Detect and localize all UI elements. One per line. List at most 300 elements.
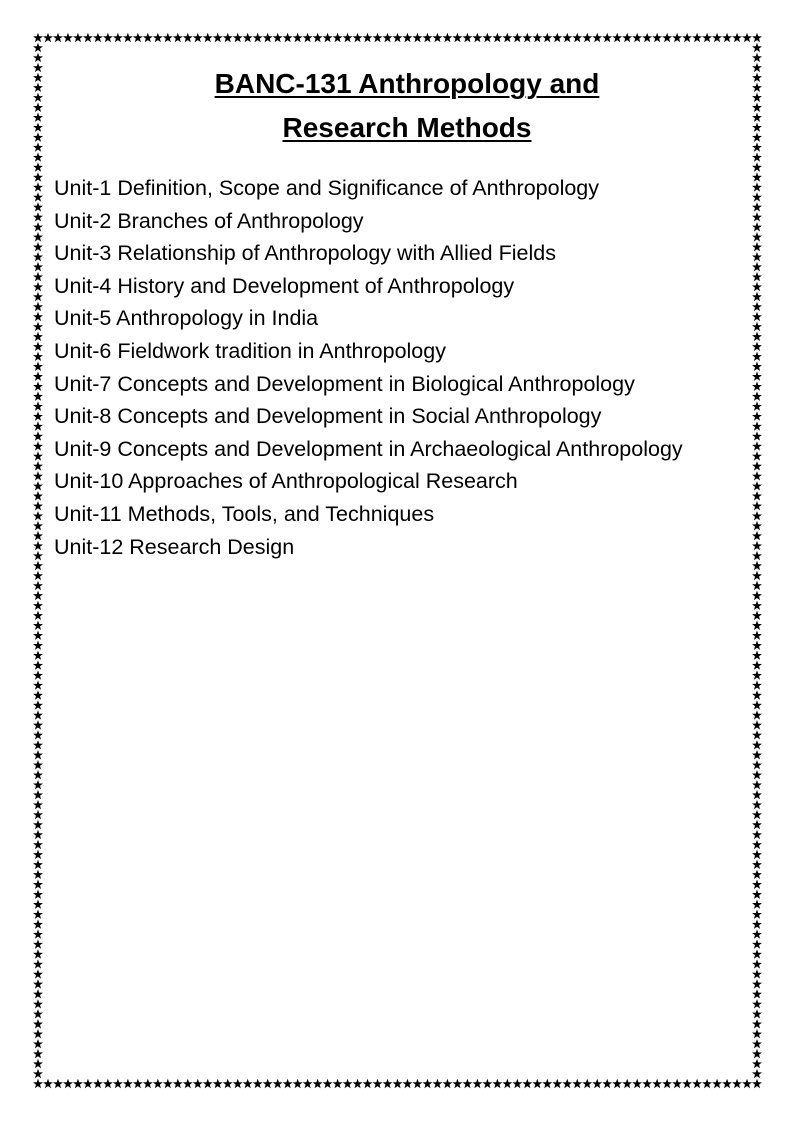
star-icon	[33, 481, 43, 490]
star-icon	[33, 33, 43, 42]
star-icon	[692, 33, 702, 42]
star-icon	[752, 1069, 762, 1078]
star-icon	[752, 222, 762, 231]
star-icon	[33, 1029, 43, 1038]
star-icon	[752, 501, 762, 510]
star-icon	[283, 33, 293, 42]
star-icon	[33, 222, 43, 231]
star-icon	[752, 650, 762, 659]
star-icon	[512, 33, 522, 42]
star-icon	[752, 511, 762, 520]
star-icon	[752, 232, 762, 241]
star-icon	[752, 939, 762, 948]
star-icon	[562, 1079, 572, 1088]
star-icon	[33, 531, 43, 540]
star-icon	[373, 1079, 383, 1088]
star-icon	[752, 401, 762, 410]
star-icon	[752, 451, 762, 460]
unit-item: Unit-5 Anthropology in India	[54, 306, 319, 331]
star-icon	[333, 1079, 343, 1088]
star-icon	[752, 431, 762, 440]
star-icon	[173, 1079, 183, 1088]
star-icon	[423, 1079, 433, 1088]
star-icon	[33, 790, 43, 799]
star-icon	[33, 760, 43, 769]
star-icon	[33, 501, 43, 510]
star-icon	[123, 33, 133, 42]
star-icon	[33, 551, 43, 560]
star-icon	[33, 919, 43, 928]
star-icon	[343, 1079, 353, 1088]
star-icon	[542, 33, 552, 42]
star-icon	[472, 33, 482, 42]
star-icon	[33, 750, 43, 759]
star-icon	[672, 1079, 682, 1088]
unit-item: Unit-11 Methods, Tools, and Techniques	[54, 501, 435, 526]
star-icon	[752, 531, 762, 540]
star-icon	[133, 33, 143, 42]
star-icon	[592, 33, 602, 42]
star-icon	[33, 53, 43, 62]
star-icon	[472, 1079, 482, 1088]
star-icon	[433, 33, 443, 42]
star-icon	[502, 1079, 512, 1088]
star-icon	[512, 1079, 522, 1088]
star-icon	[732, 1079, 742, 1088]
star-icon	[123, 1079, 133, 1088]
star-icon	[752, 212, 762, 221]
star-icon	[243, 33, 253, 42]
unit-item: Unit-6 Fieldwork tradition in Anthropology	[54, 338, 446, 363]
star-icon	[752, 909, 762, 918]
star-icon	[752, 242, 762, 251]
unit-item: Unit-4 History and Development of Anthropology	[54, 273, 515, 298]
star-icon	[752, 571, 762, 580]
star-icon	[83, 1079, 93, 1088]
star-icon	[752, 561, 762, 570]
star-icon	[33, 860, 43, 869]
star-icon	[752, 182, 762, 191]
star-icon	[33, 172, 43, 181]
star-icon	[33, 1039, 43, 1048]
star-icon	[752, 471, 762, 480]
star-icon	[33, 411, 43, 420]
star-icon	[502, 33, 512, 42]
star-icon	[722, 1079, 732, 1088]
star-icon	[33, 262, 43, 271]
star-icon	[213, 1079, 223, 1088]
star-icon	[752, 880, 762, 889]
star-icon	[33, 491, 43, 500]
star-icon	[532, 33, 542, 42]
unit-item: Unit-10 Approaches of Anthropological Research	[54, 469, 518, 494]
star-icon	[752, 730, 762, 739]
star-icon	[183, 33, 193, 42]
star-icon	[462, 1079, 472, 1088]
star-icon	[752, 820, 762, 829]
star-icon	[33, 302, 43, 311]
star-icon	[103, 33, 113, 42]
star-icon	[33, 342, 43, 351]
star-icon	[752, 850, 762, 859]
star-icon	[702, 1079, 712, 1088]
star-icon	[522, 33, 532, 42]
star-icon	[33, 1019, 43, 1028]
star-icon	[752, 830, 762, 839]
star-icon	[53, 1079, 63, 1088]
star-icon	[73, 33, 83, 42]
star-icon	[662, 1079, 672, 1088]
star-icon	[273, 1079, 283, 1088]
star-icon	[752, 162, 762, 171]
star-icon	[233, 33, 243, 42]
star-icon	[433, 1079, 443, 1088]
star-icon	[33, 840, 43, 849]
star-icon	[752, 740, 762, 749]
page-title-line-2: Research Methods	[282, 112, 532, 143]
star-icon	[63, 33, 73, 42]
star-icon	[752, 969, 762, 978]
star-icon	[33, 909, 43, 918]
star-icon	[752, 870, 762, 879]
star-icon	[752, 899, 762, 908]
star-icon	[752, 322, 762, 331]
star-icon	[113, 33, 123, 42]
star-icon	[423, 33, 433, 42]
star-icon	[193, 33, 203, 42]
star-icon	[33, 282, 43, 291]
page-title-line-1: BANC-131 Anthropology and	[214, 68, 600, 99]
star-icon	[43, 1079, 53, 1088]
star-icon	[33, 660, 43, 669]
star-icon	[462, 33, 472, 42]
star-icon	[752, 680, 762, 689]
star-icon	[363, 1079, 373, 1088]
unit-item: Unit-8 Concepts and Development in Social Anthropology	[54, 404, 602, 429]
star-icon	[153, 33, 163, 42]
star-icon	[752, 192, 762, 201]
star-icon	[193, 1079, 203, 1088]
star-icon	[752, 491, 762, 500]
star-icon	[492, 1079, 502, 1088]
star-icon	[293, 33, 303, 42]
star-icon	[143, 33, 153, 42]
star-icon	[33, 511, 43, 520]
star-icon	[33, 730, 43, 739]
star-icon	[602, 33, 612, 42]
star-icon	[323, 33, 333, 42]
star-icon	[452, 33, 462, 42]
star-icon	[752, 1049, 762, 1058]
star-icon	[33, 700, 43, 709]
star-icon	[652, 1079, 662, 1088]
star-icon	[752, 860, 762, 869]
unit-list	[54, 172, 734, 563]
star-icon	[442, 1079, 452, 1088]
star-icon	[33, 999, 43, 1008]
star-icon	[223, 33, 233, 42]
star-icon	[752, 332, 762, 341]
star-icon	[273, 33, 283, 42]
star-icon	[143, 1079, 153, 1088]
star-icon	[582, 1079, 592, 1088]
star-icon	[752, 631, 762, 640]
star-icon	[752, 790, 762, 799]
star-icon	[153, 1079, 163, 1088]
star-icon	[33, 232, 43, 241]
star-icon	[33, 352, 43, 361]
star-icon	[752, 1079, 762, 1088]
star-icon	[33, 561, 43, 570]
star-icon	[712, 33, 722, 42]
star-icon	[113, 1079, 123, 1088]
star-icon	[742, 1079, 752, 1088]
star-icon	[752, 342, 762, 351]
star-icon	[752, 700, 762, 709]
star-icon	[542, 1079, 552, 1088]
star-icon	[183, 1079, 193, 1088]
star-icon	[303, 1079, 313, 1088]
star-icon	[353, 1079, 363, 1088]
star-icon	[682, 33, 692, 42]
star-icon	[33, 521, 43, 530]
star-icon	[233, 1079, 243, 1088]
star-icon	[33, 850, 43, 859]
star-icon	[752, 421, 762, 430]
star-icon	[33, 969, 43, 978]
star-icon	[612, 1079, 622, 1088]
star-icon	[33, 949, 43, 958]
star-icon	[33, 461, 43, 470]
star-icon	[752, 999, 762, 1008]
star-icon	[752, 1059, 762, 1068]
star-icon	[33, 710, 43, 719]
star-icon	[752, 919, 762, 928]
star-icon	[672, 33, 682, 42]
star-icon	[722, 33, 732, 42]
star-icon	[63, 1079, 73, 1088]
star-icon	[33, 680, 43, 689]
star-icon	[93, 1079, 103, 1088]
star-icon	[752, 33, 762, 42]
star-icon	[33, 581, 43, 590]
star-icon	[33, 631, 43, 640]
star-icon	[752, 660, 762, 669]
star-icon	[133, 1079, 143, 1088]
star-icon	[622, 33, 632, 42]
star-icon	[333, 33, 343, 42]
star-icon	[33, 381, 43, 390]
star-icon	[582, 33, 592, 42]
star-icon	[752, 890, 762, 899]
star-icon	[33, 810, 43, 819]
star-icon	[482, 33, 492, 42]
star-icon	[383, 33, 393, 42]
star-icon	[752, 391, 762, 400]
unit-item: Unit-3 Relationship of Anthropology with Allied Fields	[54, 241, 556, 266]
star-icon	[363, 33, 373, 42]
star-icon	[752, 1019, 762, 1028]
star-icon	[752, 521, 762, 530]
star-icon	[752, 929, 762, 938]
star-icon	[612, 33, 622, 42]
star-icon	[752, 760, 762, 769]
star-icon	[33, 372, 43, 381]
star-icon	[313, 1079, 323, 1088]
star-icon	[33, 391, 43, 400]
star-icon	[752, 461, 762, 470]
star-icon	[33, 979, 43, 988]
star-icon	[752, 979, 762, 988]
star-icon	[702, 33, 712, 42]
star-icon	[213, 33, 223, 42]
star-icon	[393, 1079, 403, 1088]
star-icon	[622, 1079, 632, 1088]
star-icon	[33, 1059, 43, 1068]
star-icon	[752, 1009, 762, 1018]
star-icon	[752, 381, 762, 390]
star-icon	[33, 571, 43, 580]
star-icon	[33, 441, 43, 450]
star-icon	[373, 33, 383, 42]
star-icon	[752, 272, 762, 281]
star-icon	[33, 192, 43, 201]
star-icon	[253, 33, 263, 42]
star-icon	[33, 621, 43, 630]
star-icon	[522, 1079, 532, 1088]
star-icon	[353, 33, 363, 42]
star-icon	[33, 152, 43, 161]
star-icon	[652, 33, 662, 42]
star-icon	[572, 33, 582, 42]
star-icon	[752, 362, 762, 371]
star-icon	[33, 890, 43, 899]
star-icon	[752, 989, 762, 998]
star-icon	[33, 601, 43, 610]
star-icon	[552, 33, 562, 42]
star-icon	[752, 43, 762, 52]
star-icon	[33, 332, 43, 341]
star-icon	[33, 431, 43, 440]
star-icon	[642, 1079, 652, 1088]
star-icon	[752, 670, 762, 679]
star-icon	[343, 33, 353, 42]
star-icon	[33, 471, 43, 480]
star-icon	[33, 780, 43, 789]
star-icon	[752, 780, 762, 789]
unit-item: Unit-1 Definition, Scope and Significance of Anthropology	[54, 176, 600, 200]
star-icon	[752, 710, 762, 719]
star-icon	[103, 1079, 113, 1088]
star-icon	[752, 591, 762, 600]
star-icon	[752, 352, 762, 361]
star-icon	[752, 690, 762, 699]
star-icon	[572, 1079, 582, 1088]
star-icon	[752, 551, 762, 560]
star-icon	[163, 33, 173, 42]
star-icon	[33, 182, 43, 191]
star-icon	[33, 292, 43, 301]
unit-item: Unit-9 Concepts and Development in Archaeological Anthropology	[54, 436, 683, 461]
star-icon	[33, 272, 43, 281]
star-icon	[243, 1079, 253, 1088]
star-icon	[33, 322, 43, 331]
star-icon	[33, 939, 43, 948]
star-icon	[33, 989, 43, 998]
star-icon	[263, 1079, 273, 1088]
star-icon	[33, 640, 43, 649]
page-title	[0, 62, 794, 150]
star-icon	[752, 640, 762, 649]
star-icon	[752, 441, 762, 450]
star-icon	[303, 33, 313, 42]
star-icon	[482, 1079, 492, 1088]
star-icon	[33, 451, 43, 460]
star-icon	[752, 750, 762, 759]
star-icon	[752, 601, 762, 610]
star-icon	[263, 33, 273, 42]
star-icon	[33, 1079, 43, 1088]
star-icon	[752, 292, 762, 301]
star-icon	[752, 621, 762, 630]
star-icon	[752, 202, 762, 211]
unit-item: Unit-12 Research Design	[54, 534, 295, 559]
star-icon	[33, 959, 43, 968]
star-icon	[33, 670, 43, 679]
star-icon	[203, 33, 213, 42]
star-icon	[33, 929, 43, 938]
star-icon	[33, 899, 43, 908]
star-icon	[752, 481, 762, 490]
star-icon	[33, 362, 43, 371]
star-icon	[33, 242, 43, 251]
star-icon	[752, 411, 762, 420]
star-icon	[752, 262, 762, 271]
star-icon	[752, 372, 762, 381]
star-icon	[752, 611, 762, 620]
star-icon	[33, 162, 43, 171]
star-icon	[33, 720, 43, 729]
star-icon	[33, 541, 43, 550]
star-icon	[632, 33, 642, 42]
star-icon	[33, 591, 43, 600]
star-icon	[173, 33, 183, 42]
star-icon	[742, 33, 752, 42]
star-icon	[752, 252, 762, 261]
star-icon	[33, 1049, 43, 1058]
star-icon	[752, 152, 762, 161]
star-icon	[283, 1079, 293, 1088]
star-icon	[203, 1079, 213, 1088]
star-icon	[752, 770, 762, 779]
star-icon	[403, 33, 413, 42]
star-icon	[33, 1069, 43, 1078]
star-icon	[752, 172, 762, 181]
star-icon	[642, 33, 652, 42]
star-icon	[83, 33, 93, 42]
star-icon	[33, 212, 43, 221]
star-icon	[692, 1079, 702, 1088]
star-icon	[313, 33, 323, 42]
star-icon	[632, 1079, 642, 1088]
star-icon	[403, 1079, 413, 1088]
star-icon	[752, 581, 762, 590]
star-icon	[33, 800, 43, 809]
star-icon	[33, 421, 43, 430]
star-icon	[293, 1079, 303, 1088]
star-icon	[33, 830, 43, 839]
star-icon	[33, 611, 43, 620]
